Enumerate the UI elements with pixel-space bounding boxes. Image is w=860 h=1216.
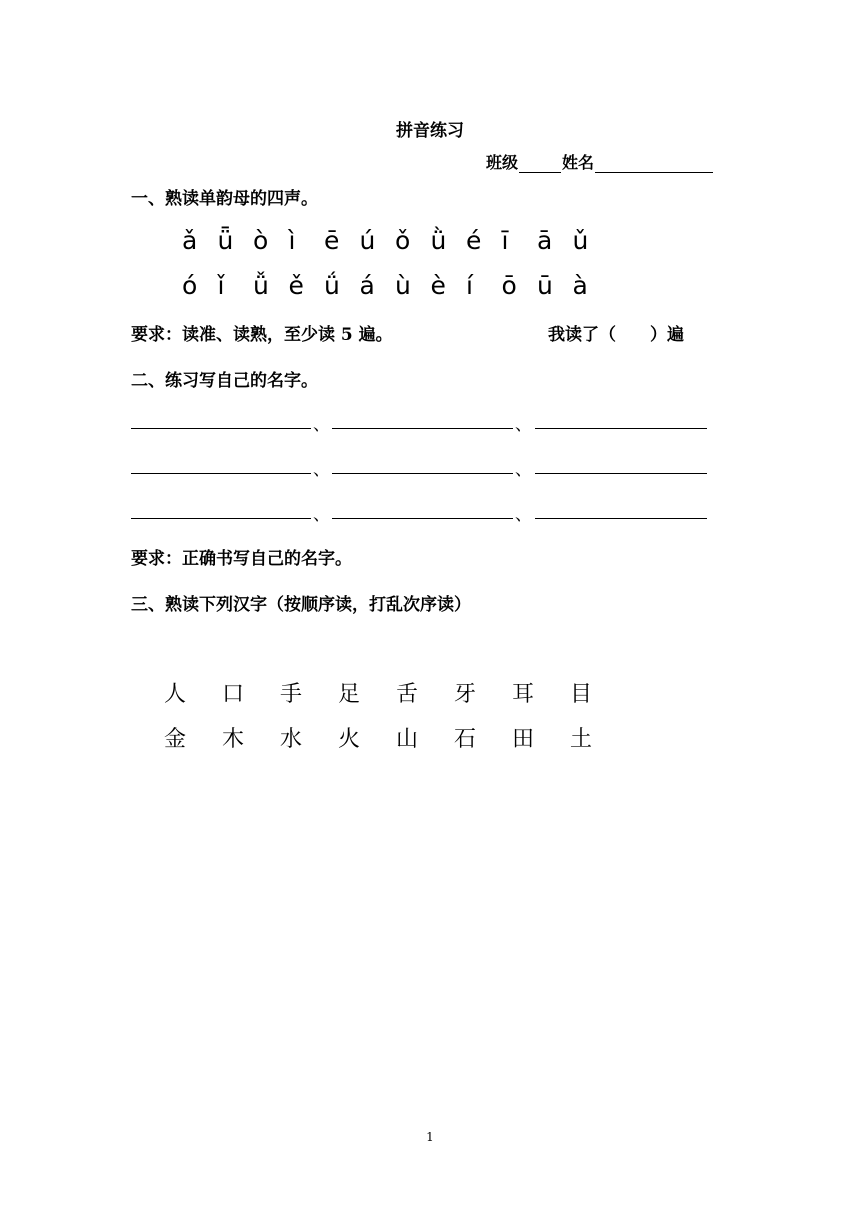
pinyin-syllable: ì [288, 226, 296, 255]
pinyin-syllable: ē [324, 226, 340, 255]
hanzi-character: 口 [222, 682, 245, 707]
name-line[interactable] [332, 518, 513, 519]
name-label: 姓名 [562, 153, 595, 172]
pinyin-row-1 [0, 226, 860, 260]
separator: 、 [313, 505, 330, 525]
pinyin-syllable: ǘ [324, 271, 340, 300]
pinyin-row-2 [0, 271, 860, 305]
pinyin-syllable: ū [537, 271, 553, 300]
hanzi-character: 目 [570, 682, 593, 707]
name-line[interactable] [535, 473, 707, 474]
pinyin-syllable: ō [501, 271, 517, 300]
section3-heading: 三、熟读下列汉字（按顺序读，打乱次序读） [131, 595, 471, 615]
separator: 、 [313, 460, 330, 480]
pinyin-syllable: é [466, 226, 482, 255]
pinyin-syllable: ù [395, 271, 411, 300]
hanzi-character: 金 [164, 727, 187, 752]
name-line[interactable] [332, 428, 513, 429]
class-label: 班级 [486, 153, 519, 172]
class-name-line [486, 150, 714, 173]
hanzi-character: 石 [454, 727, 477, 752]
hanzi-character: 田 [512, 727, 535, 752]
pinyin-syllable: ě [288, 271, 304, 300]
name-line[interactable] [131, 473, 311, 474]
pinyin-syllable: ú [359, 226, 376, 255]
hanzi-character: 火 [338, 727, 361, 752]
name-blank[interactable] [595, 156, 713, 173]
page-number: 1 [426, 1130, 434, 1144]
hanzi-character: 人 [164, 682, 187, 707]
separator: 、 [515, 460, 532, 480]
pinyin-syllable: ī [501, 226, 509, 255]
hanzi-character: 山 [396, 727, 419, 752]
pinyin-syllable: à [572, 271, 588, 300]
section2-heading: 二、练习写自己的名字。 [131, 371, 318, 391]
pinyin-syllable: ǚ [253, 271, 269, 300]
class-blank[interactable] [519, 156, 561, 173]
separator: 、 [313, 415, 330, 435]
name-line[interactable] [131, 428, 311, 429]
pinyin-syllable: á [359, 271, 375, 300]
section1-heading: 一、熟读单韵母的四声。 [131, 189, 318, 209]
hanzi-row-2 [0, 722, 860, 752]
pinyin-syllable: ā [537, 226, 553, 255]
separator: 、 [515, 505, 532, 525]
section2-requirement: 要求：正确书写自己的名字。 [131, 549, 352, 569]
read-count: 我读了（ ）遍 [548, 325, 684, 345]
hanzi-row-1 [0, 677, 860, 707]
hanzi-character: 水 [280, 727, 303, 752]
name-line[interactable] [535, 428, 707, 429]
hanzi-character: 耳 [512, 682, 535, 707]
pinyin-syllable: ó [182, 271, 198, 300]
pinyin-syllable: ǎ [182, 226, 198, 255]
hanzi-character: 土 [570, 727, 593, 752]
pinyin-syllable: è [430, 271, 446, 300]
hanzi-character: 木 [222, 727, 245, 752]
name-line[interactable] [535, 518, 707, 519]
pinyin-syllable: ǖ [217, 226, 234, 255]
section1-requirement: 要求：读准、读熟，至少读 5 遍。 [131, 325, 393, 345]
pinyin-syllable: ǐ [217, 271, 225, 300]
hanzi-character: 牙 [454, 682, 477, 707]
hanzi-character: 手 [280, 682, 303, 707]
separator: 、 [515, 415, 532, 435]
pinyin-syllable: ǒ [395, 226, 411, 255]
pinyin-syllable: ǜ [430, 226, 447, 255]
name-line[interactable] [131, 518, 311, 519]
pinyin-syllable: ǔ [572, 226, 589, 255]
hanzi-character: 足 [338, 682, 361, 707]
name-line[interactable] [332, 473, 513, 474]
pinyin-syllable: í [466, 271, 473, 300]
page-title: 拼音练习 [396, 121, 464, 141]
pinyin-syllable: ò [253, 226, 269, 255]
hanzi-character: 舌 [396, 682, 419, 707]
